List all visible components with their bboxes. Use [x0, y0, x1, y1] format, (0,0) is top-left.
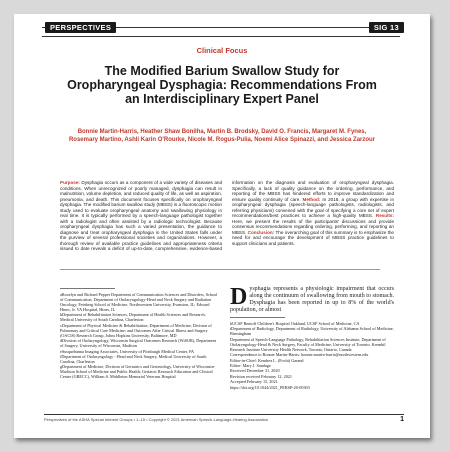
affiliation: eSusquehanna Imaging Associates, University of Pittsburgh Medical Center, PA [60, 348, 195, 354]
correspondence: Correspondence to Bonnie Martin-Harris: bonnie.martin-harris@northwestern.edu [230, 352, 369, 358]
abstract-divider [60, 269, 380, 270]
revision-date: Revision received February 12, 2021 [230, 373, 292, 379]
right-column [230, 286, 394, 408]
conclusion-label: Conclusion: [247, 229, 275, 235]
sig-label: SIG 13 [369, 22, 404, 33]
affiliation: bDepartment of Rehabilitation Sciences, Department of Health Sciences and Research, Medical University of South Carolina, Charleston [60, 312, 206, 323]
page-footer [44, 414, 404, 425]
affiliation: aRoxelyn and Richard Pepper Department of Communication Sciences and Disorders, School of Communication, Department of Otolaryngology-Head and Neck Surgery and Radiation Oncology, Feinberg School of Medicine, Northwestern University, Evanston, IL; Edward Hines, Jr. VA Hospital, Hines, IL [60, 292, 218, 312]
affiliation: hUCSF Benioff Children's Hospital Oakland, UCSF School of Medicine, CA [230, 321, 360, 326]
affiliations-left [60, 288, 220, 406]
affiliation: gDepartment of Medicine, Division of Geriatrics and Gerontology, University of Wisconsin-Madison School of Medicine and Public Health; Geriatric Research Education and Clinical Center (GRECC), William S. Middleton Memorial Veterans Hospital [60, 364, 216, 380]
method-label: Method: [302, 196, 321, 202]
page-number: 1 [400, 416, 404, 423]
affiliations-right [230, 317, 394, 390]
focus-label: Clinical Focus [196, 46, 248, 55]
footer-citation: Perspectives of the ASHA Special Interest Groups • 1–15 • Copyright © 2021 American Speech-Language-Hearing Association [44, 417, 269, 422]
footnote-rule [230, 317, 285, 318]
affiliation: dDivision of Otolaryngology, Wisconsin Surgical Outcomes Research (WiSOR), Department of Surgery, University of Wisconsin, Madison [60, 338, 217, 349]
affiliation: iDepartment of Radiology, Department of Radiology, University of Alabama School of Medicine, Birmingham [230, 326, 394, 337]
doi-link[interactable]: https://doi.org/10.1044/2021_PERSP-20-00303 [230, 384, 310, 390]
article-title: The Modified Barium Swallow Study for Oropharyngeal Dysphagia: Recommendations From an Interdisciplinary Expert Panel [67, 64, 377, 106]
results-label: Results: [375, 213, 394, 218]
purpose-label: Purpose: [60, 180, 80, 185]
intro-paragraph [230, 286, 394, 314]
journal-page [14, 14, 430, 438]
method-text: In 2018, a group with expertise in oropharyngeal dysphagia (speech-language pathologists, radiologists, and referring physicians) convened with the goal of specifying a core set of expert recommendations/best practices to achieve a high-quality MBSS. [232, 196, 394, 218]
footnote-rule [60, 288, 115, 289]
affiliation: Department of Speech-Language Pathology, Rehabilitation Sciences Institute, Department of Otolaryngology-Head & Neck Surgery, Faculty of Medicine, University of Toronto; Krembil Research Institute University Health Network, Toronto, Ontario, Canada [230, 336, 386, 352]
editor: Editor: Mary J. Sandage [230, 362, 271, 368]
affiliation: fDepartment of Otolaryngology - Head and Neck Surgery, Medical University of South Carolina, Charleston [60, 353, 207, 364]
received-date: Received December 31, 2020 [230, 368, 280, 374]
editor-in-chief: Editor-in-Chief: Kendrea L. (Focht) Garand [230, 357, 304, 363]
conclusion-text: The overarching goal of this summary is to emphasize the need for and encourage the development of MBSS practice guidelines to support clinicians and patients. [232, 229, 394, 246]
purpose-text: Dysphagia occurs as a component of a wide variety of diseases and conditions. When unrecognized or poorly managed, dysphagia can result in malnutrition, volume depletion, and reduced quality of life, as well as aspiration, pneumonia, and death. This document focuses specifically on oropharyngeal dysphagia. The modified barium swallow study (MBSS) is a fluoroscopic motion study used to evaluate oropharyngeal anatomy and swallowing physiology in real time. It is typically performed by a speech-language pathologist together with a radiologist and often assisted by a radiologic technologist. Because oropharyngeal dysphagia has such a varied presentation, the guidance to diagnose and treat oropharyngeal dysphagia in the United States falls under the purview of several professional societies and organizations. However, a thorough review of available practice guidelines and appropriateness criteria issued to date reveals a deficit of up-to-date, comprehensive, evidence-based information on the diagnosis and evaluation of oropharyngeal dysphagia. Specifically, a lack of quality guidance on the ordering, performance, and reporting of the MBSS has hindered efforts to improve standardization and ensure quality continuity of care. [60, 180, 394, 251]
results-text: Here, we present the results of the participants' discussions and provide consensus recommendations regarding ordering, performing, and reporting an MBSS. [232, 218, 394, 235]
section-label: PERSPECTIVES [45, 22, 116, 33]
affiliation: cDepartment of Physical Medicine & Rehabilitation; Department of Medicine, Division of Pulmonary and Critical Care Medicine; and Outcomes After Critical Illness and Surgery (OACIS) Research Group, Johns Hopkins University, Baltimore, MD [60, 322, 212, 338]
drop-cap: D [230, 286, 248, 310]
abstract [60, 180, 394, 264]
author-list: Bonnie Martin-Harris, Heather Shaw Bonilha, Martin B. Brodsky, David O. Francis, Margaret M. Fynes, Rosemary Martino, Ashli Karin O'Rourke, Nicole M. Rogus-Pulia, Noemi Alice Spinazzi, and Jessica Zarzour [68, 129, 376, 143]
intro-text: ysphagia represents a physiologic impairment that occurs along the continuum of swallowing from mouth to stomach. Dysphagia has been reported in up to 8% of the world's population, or almost [230, 286, 394, 313]
accepted-date: Accepted February 15, 2021 [230, 379, 278, 385]
